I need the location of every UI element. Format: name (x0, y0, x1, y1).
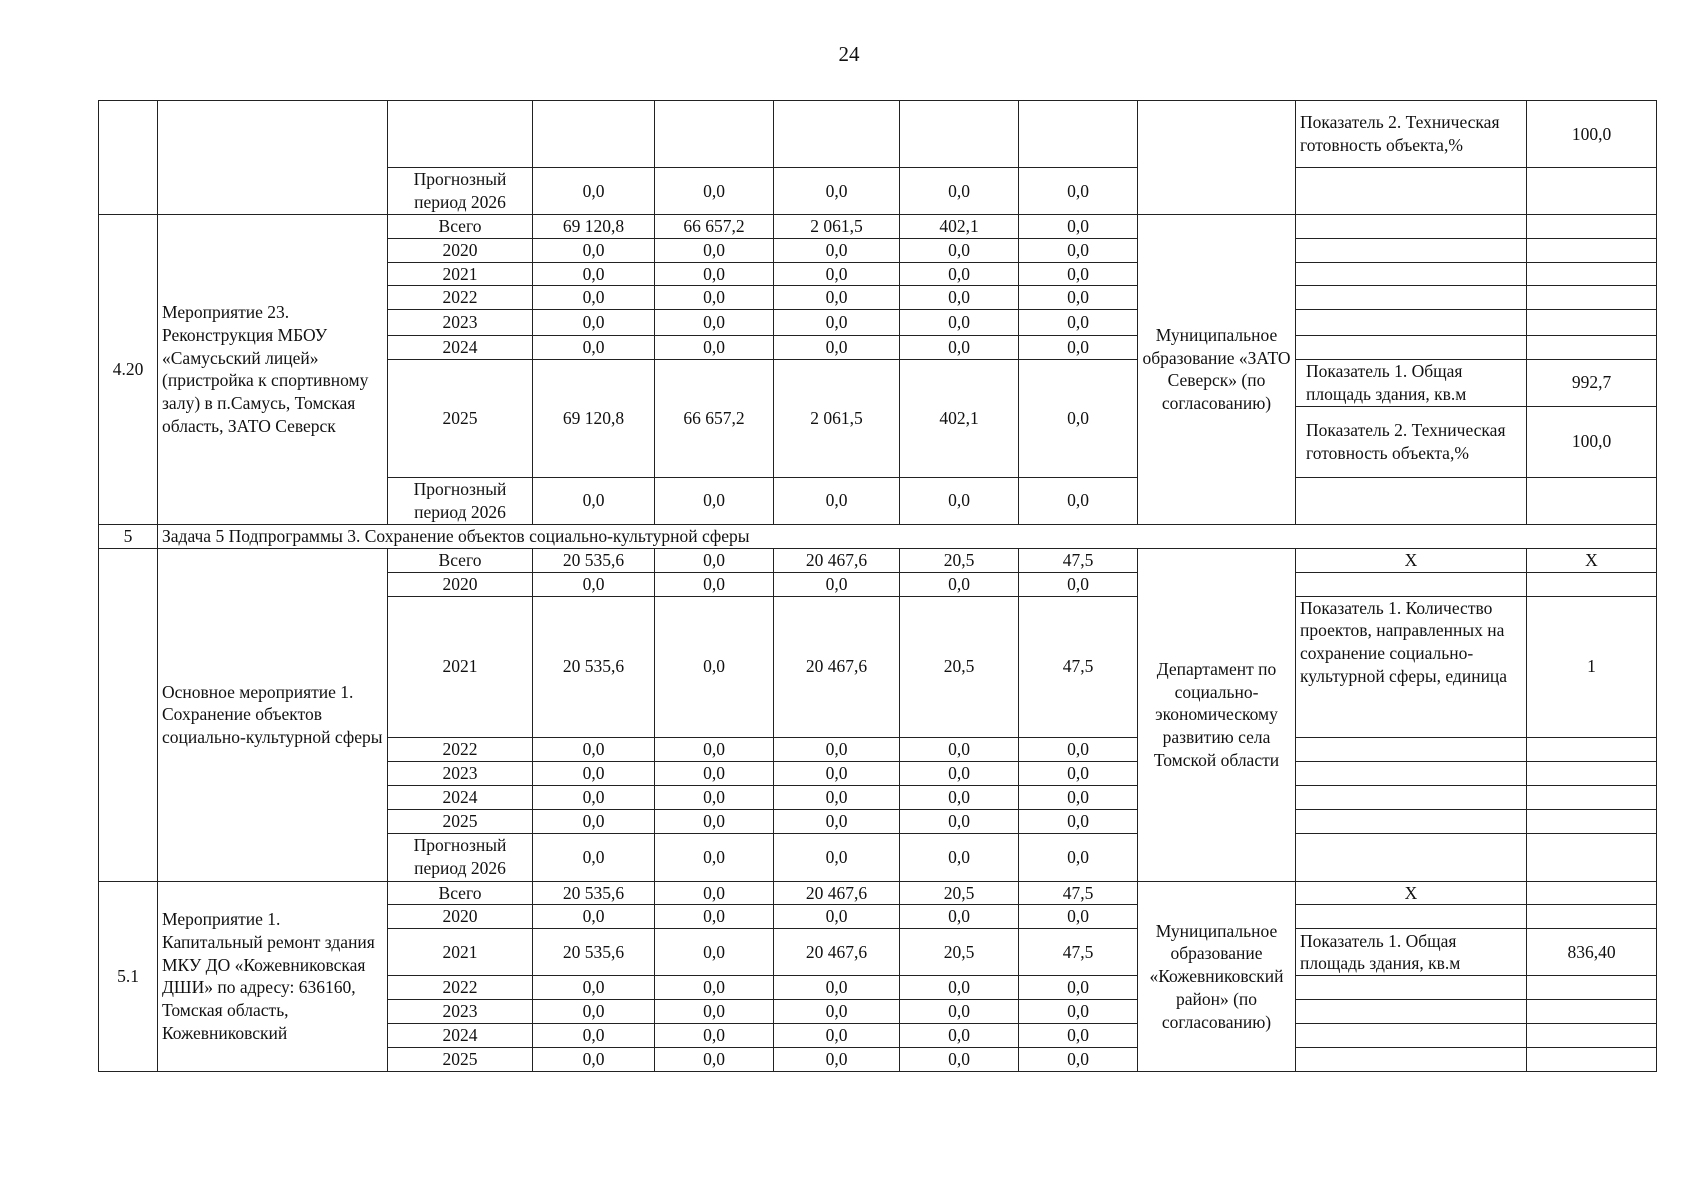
period-cell: Прогнозный период 2026 (388, 477, 533, 524)
indicator-value: 1 (1527, 596, 1657, 737)
amount-cell: 0,0 (655, 336, 774, 360)
amount-cell: 0,0 (774, 1024, 900, 1048)
amount-cell: 0,0 (533, 1048, 655, 1072)
amount-cell: 0,0 (655, 929, 774, 976)
indicator-value: 836,40 (1527, 929, 1657, 976)
amount-cell: 0,0 (655, 310, 774, 336)
amount-cell: 0,0 (533, 809, 655, 833)
indicator-label (1296, 809, 1527, 833)
period-cell: 2023 (388, 761, 533, 785)
amount-cell: 20 535,6 (533, 881, 655, 905)
indicator-value: 100,0 (1527, 101, 1657, 168)
amount-cell: 0,0 (655, 785, 774, 809)
amount-cell: 0,0 (774, 168, 900, 215)
indicator-label: Показатель 1. Общая площадь здания, кв.м (1296, 929, 1527, 976)
indicator-value (1527, 310, 1657, 336)
amount-cell: 0,0 (655, 548, 774, 572)
indicator-label (1296, 1024, 1527, 1048)
executor-cell: Муниципальное образование «ЗАТО Северск» (по согласованию) (1138, 215, 1296, 525)
table-row (99, 881, 1657, 905)
amount-cell: 0,0 (1019, 168, 1138, 215)
amount-cell: 0,0 (1019, 310, 1138, 336)
indicator-value (1527, 168, 1657, 215)
executor-cell: Муниципальное образование «Кожевниковский район» (по согласованию) (1138, 881, 1296, 1072)
period-cell: 2024 (388, 1024, 533, 1048)
amount-cell: 0,0 (900, 477, 1019, 524)
period-cell: 2020 (388, 905, 533, 929)
amount-cell: 0,0 (1019, 976, 1138, 1000)
indicator-label (1296, 262, 1527, 286)
row-number-cell: 4.20 (99, 215, 158, 525)
amount-cell: 20 467,6 (774, 596, 900, 737)
period-cell: 2021 (388, 596, 533, 737)
indicator-label: Показатель 2. Техническая готовность объекта,% (1296, 101, 1527, 168)
indicator-label (1296, 238, 1527, 262)
amount-cell: 20 535,6 (533, 929, 655, 976)
amount-cell: 0,0 (655, 286, 774, 310)
amount-cell: 20 467,6 (774, 548, 900, 572)
amount-cell: 66 657,2 (655, 215, 774, 239)
amount-cell: 0,0 (900, 572, 1019, 596)
amount-cell: 402,1 (900, 359, 1019, 477)
amount-cell: 0,0 (533, 310, 655, 336)
indicator-label (1296, 1048, 1527, 1072)
amount-cell: 0,0 (655, 262, 774, 286)
indicator-value (1527, 1000, 1657, 1024)
amount-cell: 0,0 (1019, 1000, 1138, 1024)
activity-title-cell: Мероприятие 23. Реконструкция МБОУ «Самусьский лицей» (пристройка к спортивному залу) в п.Самусь, Томская область, ЗАТО Северск (158, 215, 388, 525)
amount-cell: 20,5 (900, 548, 1019, 572)
amount-cell: 20,5 (900, 881, 1019, 905)
period-cell: Всего (388, 548, 533, 572)
empty-cell (774, 101, 900, 168)
indicator-label (1296, 737, 1527, 761)
amount-cell: 0,0 (900, 1000, 1019, 1024)
indicator-label: Показатель 1. Общая площадь здания, кв.м (1296, 360, 1526, 407)
indicator-value (1527, 215, 1657, 239)
period-cell: Всего (388, 881, 533, 905)
indicator-value (1527, 976, 1657, 1000)
amount-cell: 0,0 (900, 785, 1019, 809)
period-cell: Прогнозный период 2026 (388, 833, 533, 881)
amount-cell: 402,1 (900, 215, 1019, 239)
amount-cell: 0,0 (655, 238, 774, 262)
indicator-label: Показатель 2. Техническая готовность объекта,% (1306, 420, 1506, 463)
indicator-label (1296, 336, 1527, 360)
indicator-value (1527, 737, 1657, 761)
period-cell: 2021 (388, 262, 533, 286)
amount-cell: 0,0 (774, 785, 900, 809)
amount-cell: 0,0 (774, 572, 900, 596)
amount-cell: 0,0 (1019, 572, 1138, 596)
amount-cell: 0,0 (1019, 833, 1138, 881)
empty-cell (533, 101, 655, 168)
amount-cell: 0,0 (900, 976, 1019, 1000)
amount-cell: 0,0 (774, 238, 900, 262)
amount-cell: 0,0 (774, 905, 900, 929)
amount-cell: 0,0 (533, 905, 655, 929)
amount-cell: 0,0 (655, 737, 774, 761)
amount-cell: 0,0 (900, 905, 1019, 929)
page-number: 24 (838, 42, 860, 66)
amount-cell: 0,0 (900, 833, 1019, 881)
amount-cell: 0,0 (1019, 359, 1138, 477)
amount-cell: 0,0 (655, 1000, 774, 1024)
activity-title-cell: Мероприятие 1. Капитальный ремонт здания МКУ ДО «Кожевниковская ДШИ» по адресу: 636160, Томская область, Кожевниковский (158, 881, 388, 1072)
amount-cell: 0,0 (774, 761, 900, 785)
executor-cell (1138, 101, 1296, 215)
indicator-label (1296, 785, 1527, 809)
amount-cell: 2 061,5 (774, 215, 900, 239)
indicator-label (1296, 1000, 1527, 1024)
task-row (99, 524, 1657, 548)
indicator-label (1296, 286, 1527, 310)
amount-cell: 0,0 (1019, 1024, 1138, 1048)
empty-cell (388, 101, 533, 168)
amount-cell: 0,0 (1019, 761, 1138, 785)
indicator-value (1527, 833, 1657, 881)
amount-cell: 0,0 (900, 286, 1019, 310)
amount-cell: 0,0 (900, 1048, 1019, 1072)
amount-cell: 0,0 (533, 785, 655, 809)
amount-cell: 0,0 (774, 286, 900, 310)
indicator-mark: X (1296, 881, 1527, 905)
amount-cell: 0,0 (533, 572, 655, 596)
amount-cell: 0,0 (533, 833, 655, 881)
indicator-label (1296, 310, 1527, 336)
amount-cell: 0,0 (655, 168, 774, 215)
amount-cell: 0,0 (655, 596, 774, 737)
amount-cell: 0,0 (655, 761, 774, 785)
period-cell: 2020 (388, 238, 533, 262)
row-number-cell: 5.1 (99, 881, 158, 1072)
amount-cell: 20 535,6 (533, 548, 655, 572)
amount-cell: 0,0 (1019, 238, 1138, 262)
indicator-label (1296, 905, 1527, 929)
amount-cell: 0,0 (774, 336, 900, 360)
period-cell: Всего (388, 215, 533, 239)
activity-title-cell: Основное мероприятие 1. Сохранение объектов социально-культурной сферы (158, 548, 388, 881)
amount-cell: 0,0 (900, 1024, 1019, 1048)
period-cell: 2025 (388, 1048, 533, 1072)
indicator-value (1527, 1048, 1657, 1072)
amount-cell: 0,0 (900, 310, 1019, 336)
period-cell: 2025 (388, 809, 533, 833)
amount-cell: 0,0 (1019, 737, 1138, 761)
indicator-value (1527, 238, 1657, 262)
amount-cell: 0,0 (655, 905, 774, 929)
indicator-label: Показатель 1. Количество проектов, направленных на сохранение социально-культурной сферы, единица (1296, 596, 1527, 737)
amount-cell: 47,5 (1019, 548, 1138, 572)
indicator-value (1527, 905, 1657, 929)
amount-cell: 47,5 (1019, 596, 1138, 737)
amount-cell: 20 467,6 (774, 929, 900, 976)
row-number-cell (99, 548, 158, 881)
amount-cell: 0,0 (655, 1048, 774, 1072)
indicator-value (1527, 1024, 1657, 1048)
amount-cell: 2 061,5 (774, 359, 900, 477)
amount-cell: 20 535,6 (533, 596, 655, 737)
table-row (99, 101, 1657, 168)
amount-cell: 20 467,6 (774, 881, 900, 905)
period-cell: 2025 (388, 359, 533, 477)
indicator-value (1527, 809, 1657, 833)
indicator-label (1296, 168, 1527, 215)
indicator-label (1296, 572, 1527, 596)
amount-cell: 0,0 (655, 881, 774, 905)
empty-cell (655, 101, 774, 168)
amount-cell: 0,0 (533, 761, 655, 785)
amount-cell: 0,0 (655, 572, 774, 596)
amount-cell: 0,0 (533, 238, 655, 262)
period-cell: 2024 (388, 785, 533, 809)
amount-cell: 0,0 (533, 976, 655, 1000)
amount-cell: 0,0 (1019, 477, 1138, 524)
indicator-mark: X (1527, 548, 1657, 572)
table-row (99, 548, 1657, 572)
empty-cell (900, 101, 1019, 168)
amount-cell: 0,0 (900, 336, 1019, 360)
indicator-value (1527, 761, 1657, 785)
indicator-value: 100,0 (1571, 431, 1612, 452)
amount-cell: 0,0 (774, 262, 900, 286)
table-row (99, 215, 1657, 239)
amount-cell: 0,0 (655, 809, 774, 833)
period-cell: Прогнозный период 2026 (388, 168, 533, 215)
amount-cell: 69 120,8 (533, 359, 655, 477)
amount-cell: 0,0 (900, 262, 1019, 286)
amount-cell: 0,0 (1019, 905, 1138, 929)
amount-cell: 0,0 (533, 286, 655, 310)
amount-cell: 0,0 (1019, 785, 1138, 809)
amount-cell: 0,0 (533, 1024, 655, 1048)
amount-cell: 66 657,2 (655, 359, 774, 477)
indicator-value (1527, 336, 1657, 360)
amount-cell: 0,0 (900, 737, 1019, 761)
indicator-stack (1527, 359, 1657, 477)
amount-cell: 0,0 (1019, 809, 1138, 833)
period-cell: 2021 (388, 929, 533, 976)
budget-table (98, 100, 1657, 1072)
amount-cell: 20,5 (900, 929, 1019, 976)
indicator-value (1527, 262, 1657, 286)
amount-cell: 0,0 (655, 477, 774, 524)
indicator-stack (1296, 359, 1527, 477)
row-number-cell (99, 101, 158, 215)
activity-title-cell (158, 101, 388, 215)
amount-cell: 0,0 (900, 809, 1019, 833)
amount-cell: 0,0 (655, 976, 774, 1000)
indicator-label (1296, 215, 1527, 239)
amount-cell: 0,0 (1019, 262, 1138, 286)
period-cell: 2022 (388, 737, 533, 761)
amount-cell: 0,0 (533, 262, 655, 286)
amount-cell: 0,0 (774, 833, 900, 881)
indicator-value (1527, 881, 1657, 905)
indicator-label (1296, 833, 1527, 881)
task-title-cell: Задача 5 Подпрограммы 3. Сохранение объектов социально-культурной сферы (158, 524, 1657, 548)
executor-cell: Департамент по социально-экономическому развитию села Томской области (1138, 548, 1296, 881)
amount-cell: 0,0 (900, 168, 1019, 215)
amount-cell: 0,0 (533, 737, 655, 761)
amount-cell: 0,0 (774, 809, 900, 833)
amount-cell: 0,0 (774, 1048, 900, 1072)
indicator-label (1296, 761, 1527, 785)
indicator-value: 992,7 (1527, 360, 1656, 407)
amount-cell: 0,0 (1019, 1048, 1138, 1072)
amount-cell: 0,0 (774, 477, 900, 524)
period-cell: 2022 (388, 976, 533, 1000)
amount-cell: 0,0 (655, 833, 774, 881)
indicator-label (1296, 477, 1527, 524)
empty-cell (1019, 101, 1138, 168)
amount-cell: 0,0 (1019, 286, 1138, 310)
period-cell: 2023 (388, 1000, 533, 1024)
amount-cell: 0,0 (533, 168, 655, 215)
amount-cell: 0,0 (774, 976, 900, 1000)
amount-cell: 0,0 (533, 336, 655, 360)
indicator-label (1296, 976, 1527, 1000)
indicator-value (1527, 286, 1657, 310)
amount-cell: 0,0 (533, 1000, 655, 1024)
amount-cell: 20,5 (900, 596, 1019, 737)
amount-cell: 0,0 (1019, 336, 1138, 360)
period-cell: 2020 (388, 572, 533, 596)
amount-cell: 0,0 (774, 737, 900, 761)
indicator-mark: X (1296, 548, 1527, 572)
period-cell: 2023 (388, 310, 533, 336)
indicator-value (1527, 785, 1657, 809)
indicator-value (1527, 477, 1657, 524)
indicator-value (1527, 572, 1657, 596)
amount-cell: 0,0 (900, 761, 1019, 785)
amount-cell: 0,0 (774, 310, 900, 336)
amount-cell: 0,0 (1019, 215, 1138, 239)
amount-cell: 0,0 (533, 477, 655, 524)
amount-cell: 0,0 (655, 1024, 774, 1048)
amount-cell: 47,5 (1019, 881, 1138, 905)
period-cell: 2022 (388, 286, 533, 310)
amount-cell: 0,0 (900, 238, 1019, 262)
amount-cell: 47,5 (1019, 929, 1138, 976)
row-number-cell: 5 (99, 524, 158, 548)
amount-cell: 69 120,8 (533, 215, 655, 239)
period-cell: 2024 (388, 336, 533, 360)
amount-cell: 0,0 (774, 1000, 900, 1024)
